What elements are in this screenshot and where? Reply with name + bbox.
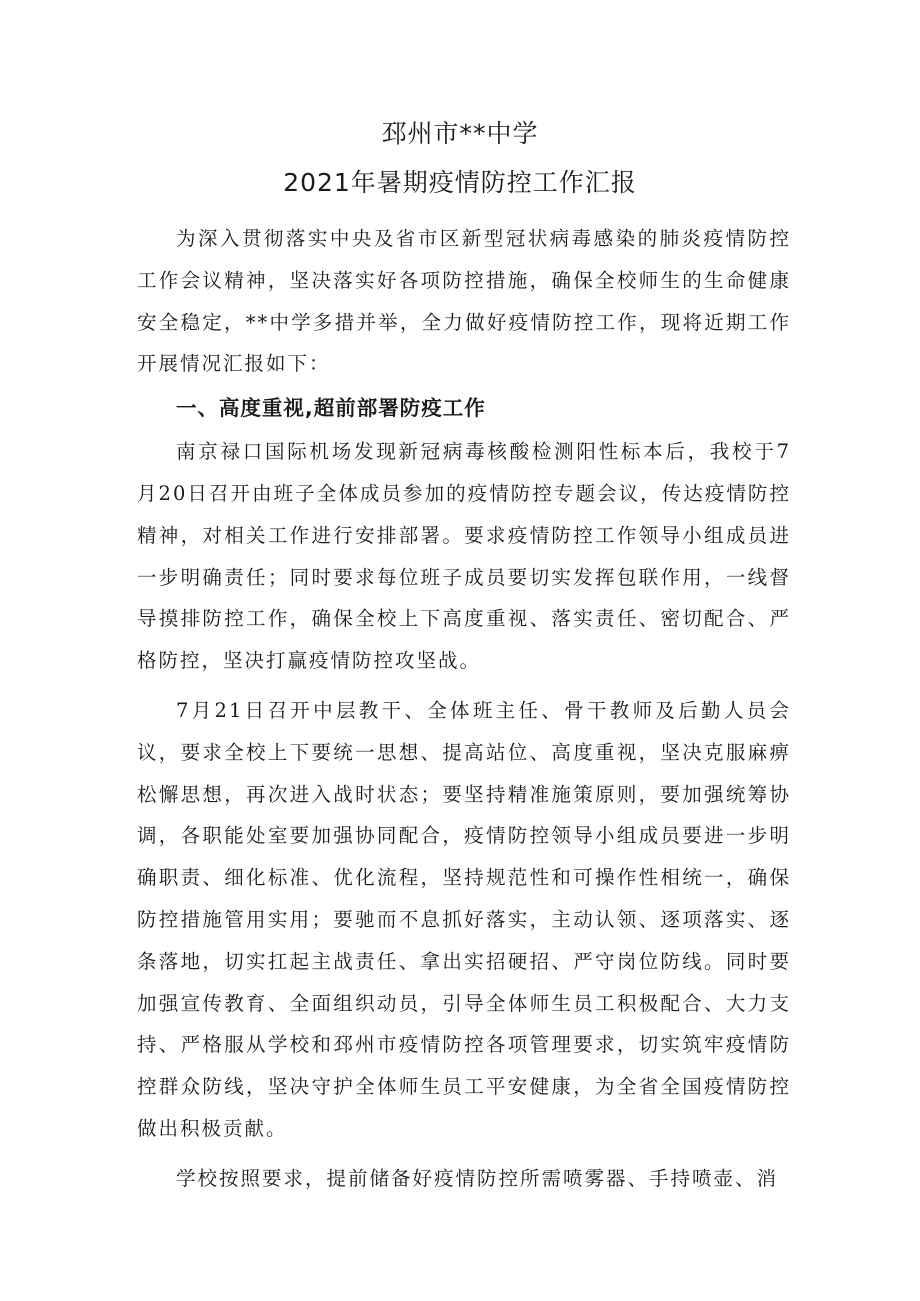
body-paragraph-3: 学校按照要求，提前储备好疫情防控所需喷雾器、手持喷壶、消 — [176, 1166, 779, 1190]
document-title-school: 邳州市**中学 — [381, 119, 539, 148]
body-paragraph-2: 7月21日召开中层教干、全体班主任、骨干教师及后勤人员会议，要求全校上下要统一思想、提高站位、高度重视，坚决克服麻痹松懈思想，再次进入战时状态；要坚持精准施策原则，要加强统筹协调，各职能处室要加强协同配合，疫情防控领导小组成员要进一步明确职责、细化标准、优化流程，坚持规范性和可操作性相统一，确保防控措施管用实用；要驰而不息抓好落实，主动认领、逐项落实、逐条落地，切实扛起主战责任、拿出实招硬招、严守岗位防线。同时要加强宣传教育、全面组织动员，引导全体师生员工积极配合、大力支持、严格服从学校和邳州市疫情防控各项管理要求，切实筑牢疫情防控群众防线，坚决守护全体师生员工平安健康，为全省全国疫情防控做出积极贡献。 — [137, 698, 791, 1140]
intro-paragraph: 为深入贯彻落实中央及省市区新型冠状病毒感染的肺炎疫情防控工作会议精神，坚决落实好各项防控措施，确保全校师生的生命健康安全稳定，**中学多措并举，全力做好疫情防控工作，现将近期工作开展情况汇报如下： — [137, 227, 791, 376]
document-title-report: 2021年暑期疫情防控工作汇报 — [283, 168, 637, 197]
section-heading-1: 一、高度重视,超前部署防疫工作 — [175, 396, 486, 421]
body-paragraph-1: 南京禄口国际机场发现新冠病毒核酸检测阳性标本后，我校于7月20日召开由班子全体成员参加的疫情防控专题会议，传达疫情防控精神，对相关工作进行安排部署。要求疫情防控工作领导小组成员进一步明确责任；同时要求每位班子成员要切实发挥包联作用，一线督导摸排防控工作，确保全校上下高度重视、落实责任、密切配合、严格防控，坚决打赢疫情防控攻坚战。 — [137, 440, 791, 673]
document-body — [137, 218, 791, 1200]
